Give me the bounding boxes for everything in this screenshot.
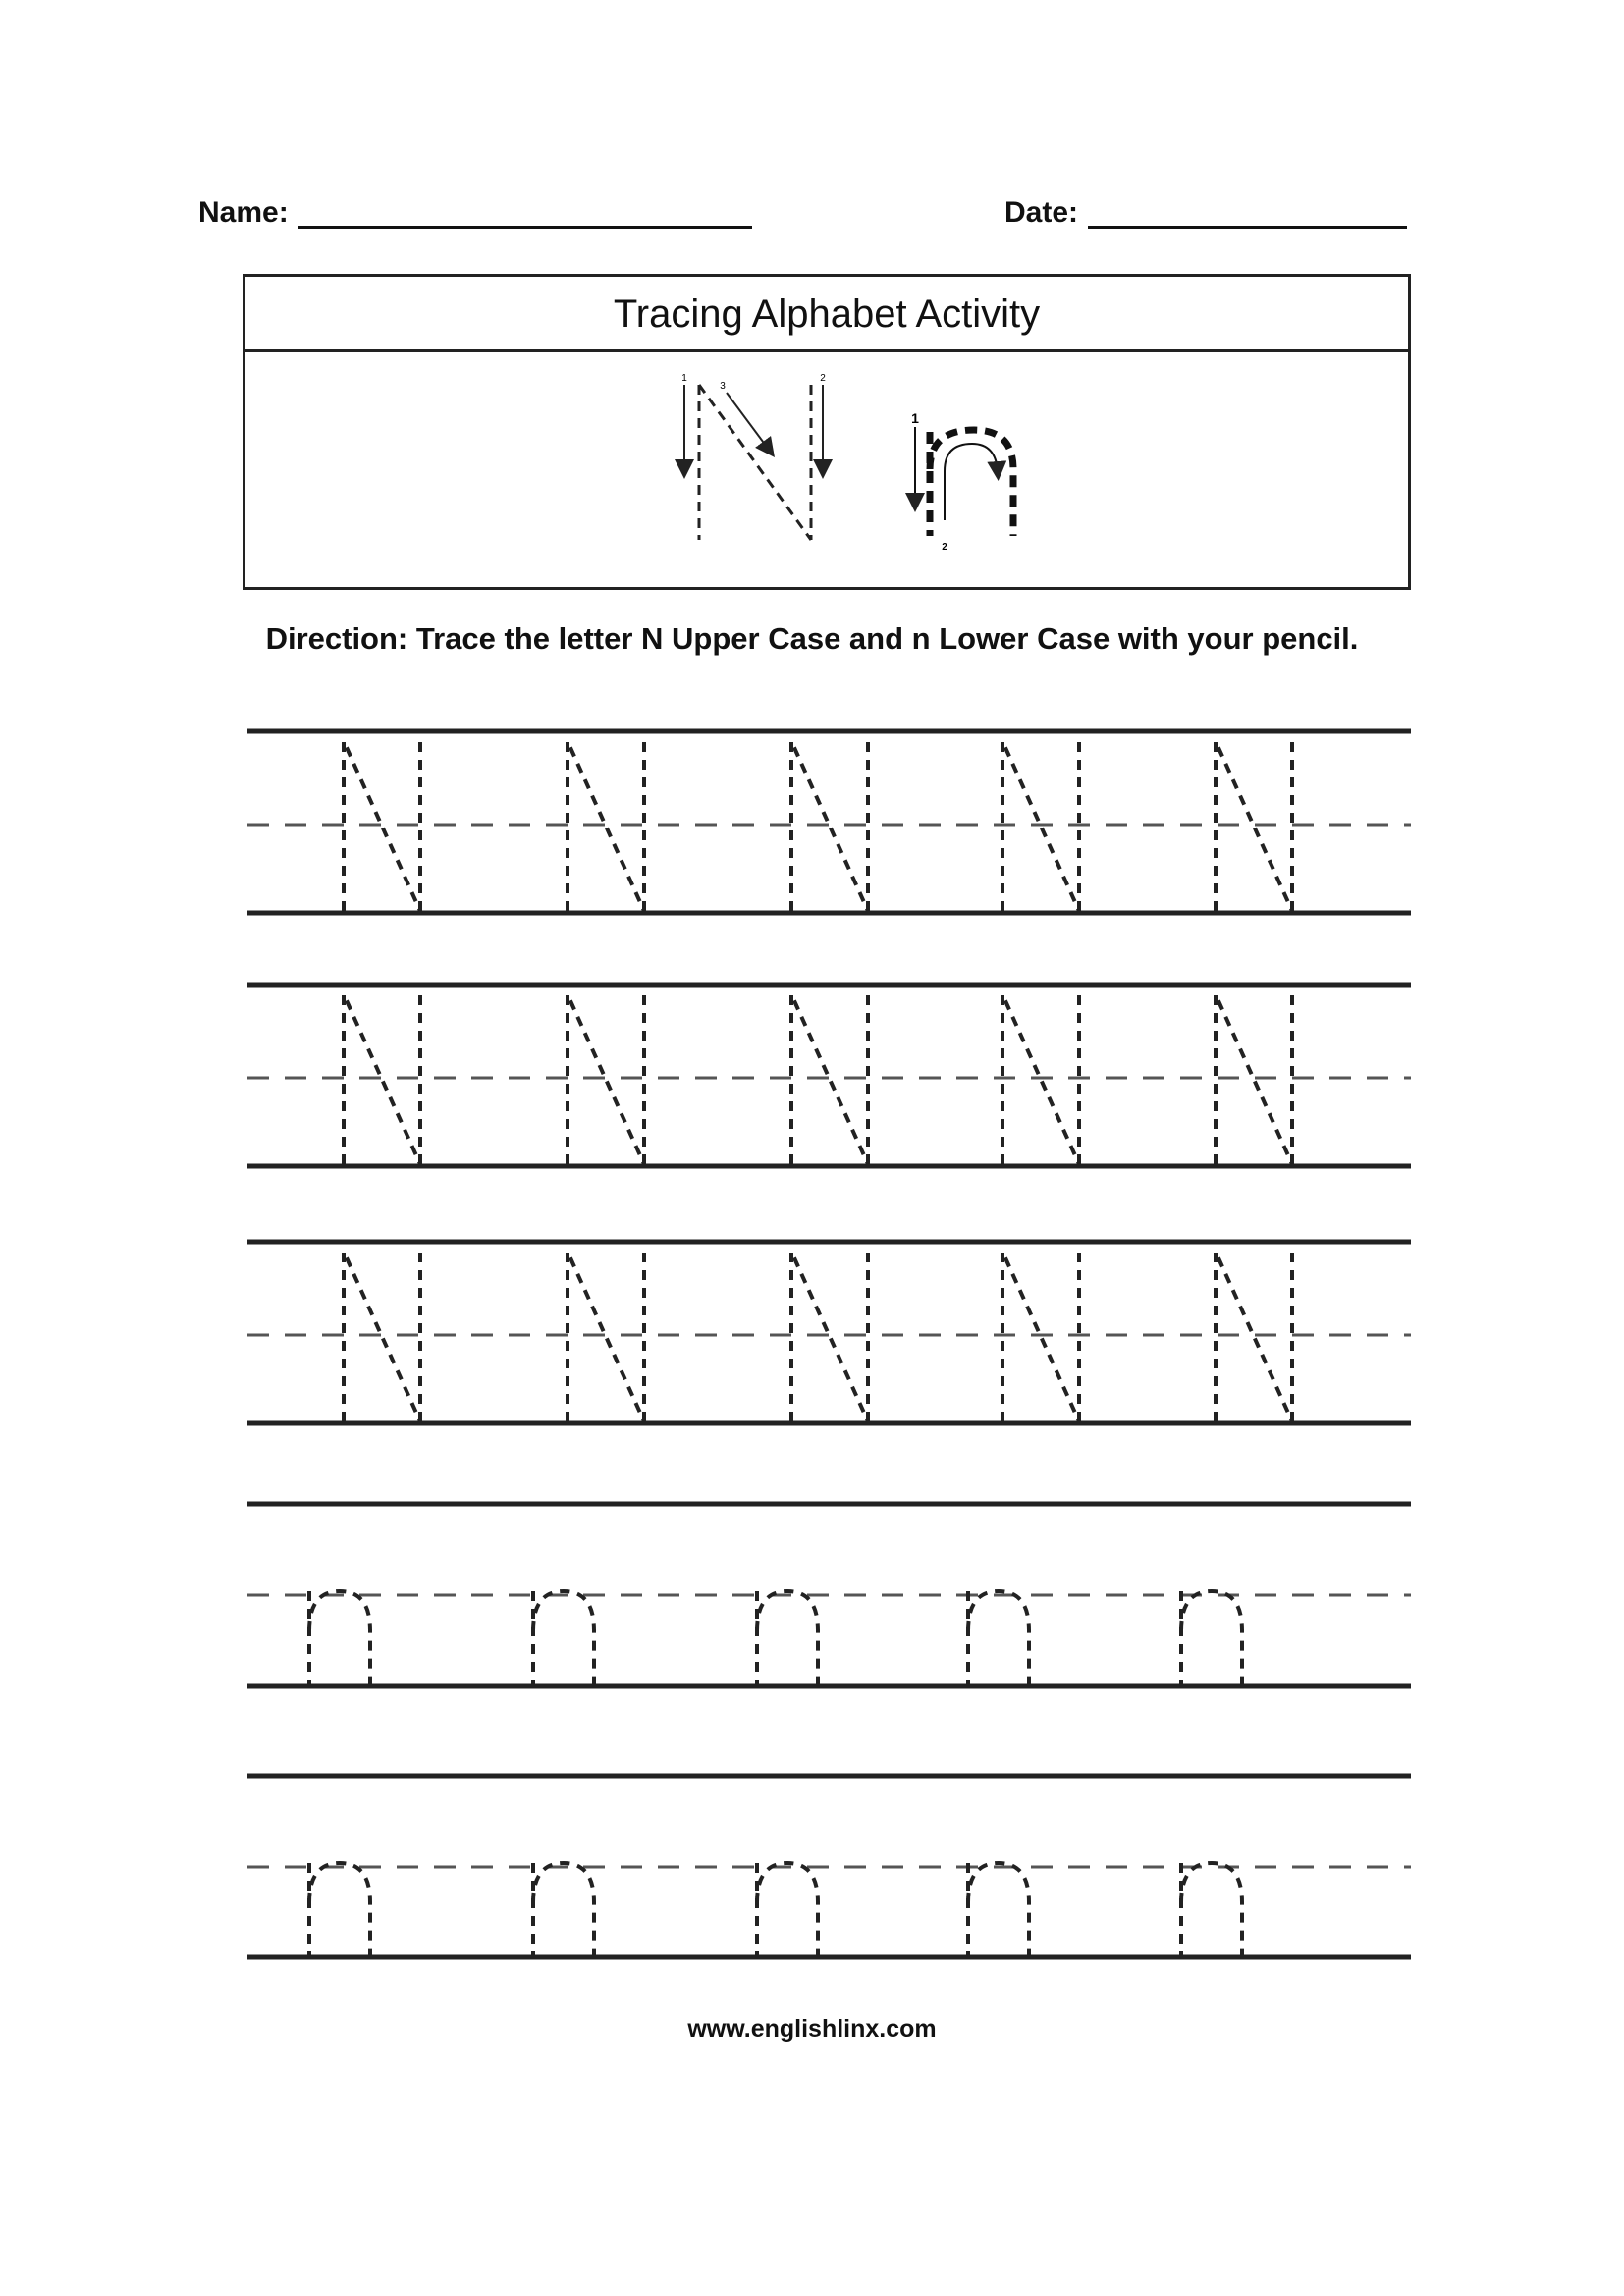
model-letter-upper: [684, 385, 823, 540]
trace-letter-lower: [533, 1591, 594, 1684]
trace-letter-lower: [1181, 1863, 1242, 1955]
trace-letter-lower: [968, 1863, 1029, 1955]
trace-letter-lower: [757, 1863, 818, 1955]
stroke-number-upper-3: 3: [720, 381, 726, 392]
stroke-number-upper-1: 1: [681, 373, 687, 384]
stroke-number-upper-2: 2: [820, 373, 826, 384]
trace-letter-lower: [309, 1863, 370, 1955]
activity-title: Tracing Alphabet Activity: [245, 277, 1408, 352]
model-letter-lower: [915, 427, 1013, 536]
stroke-number-lower-2: 2: [942, 542, 947, 553]
footer-url: www.englishlinx.com: [687, 2015, 937, 2043]
trace-letter-lower: [1181, 1591, 1242, 1684]
date-label: Date:: [1004, 196, 1079, 229]
name-label: Name:: [198, 196, 289, 229]
stroke-number-lower-1: 1: [911, 410, 919, 426]
trace-letter-lower: [309, 1591, 370, 1684]
practice-area: [247, 731, 1411, 1957]
trace-letter-lower: [757, 1591, 818, 1684]
direction-text: Direction: Trace the letter N Upper Case and n Lower Case with your pencil.: [265, 621, 1359, 656]
trace-letter-lower: [533, 1863, 594, 1955]
trace-letter-lower: [968, 1591, 1029, 1684]
